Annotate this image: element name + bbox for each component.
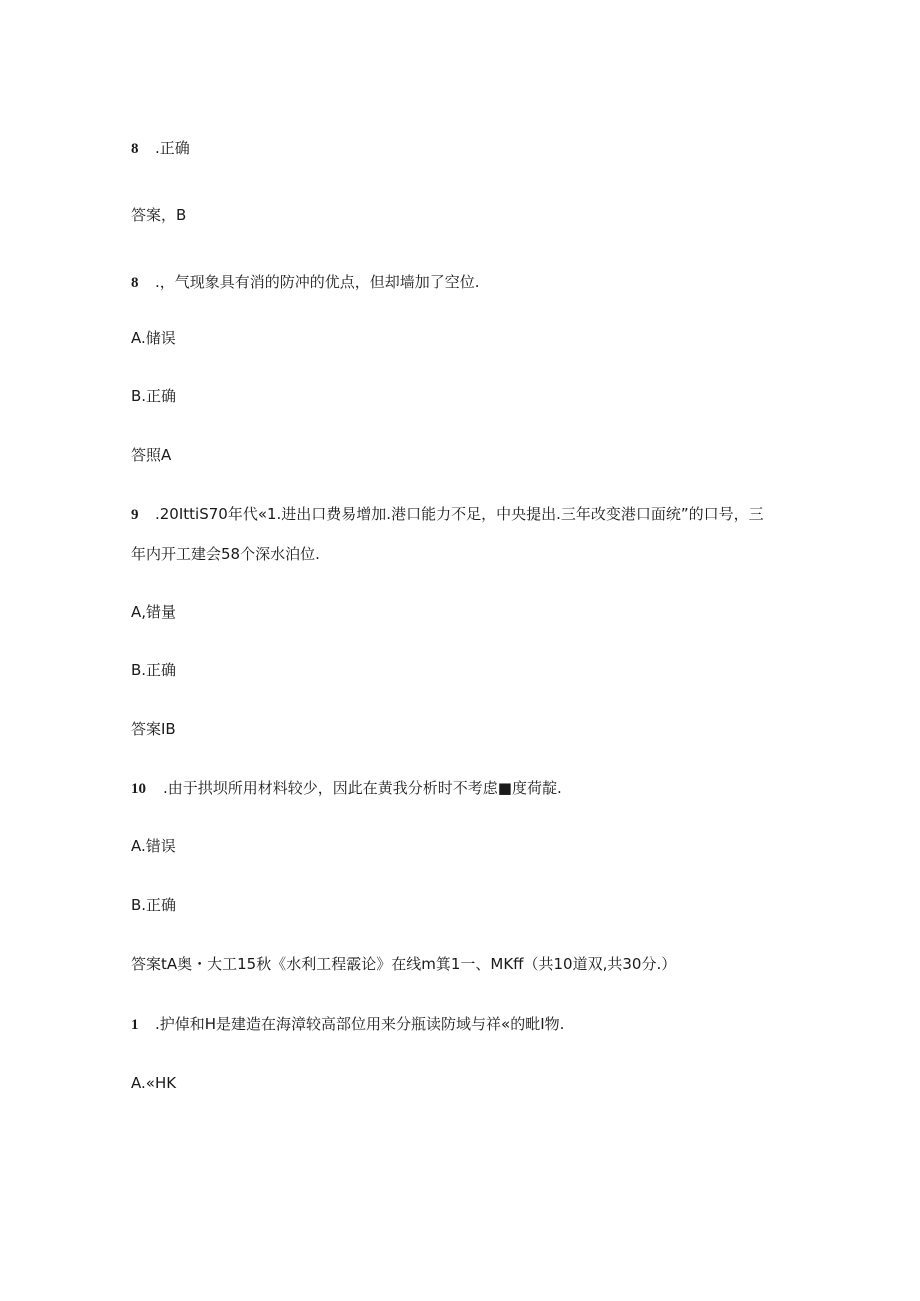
answer-section-header-line: [131, 954, 676, 974]
line-text: A.储误: [131, 329, 176, 347]
question-line: [131, 504, 764, 525]
line-text: 答案IB: [131, 720, 176, 738]
line-text: 年内开工建会58个深水泊位.: [131, 545, 320, 563]
option-line: [131, 895, 176, 915]
line-text: B.正确: [131, 896, 177, 914]
option-line: [131, 602, 176, 622]
answer-line: [131, 719, 176, 739]
line-text: 答案，B: [131, 206, 187, 224]
line-text: .由于拱坝所用材料较少，因此在黄我分析时不考虑■度荷靛.: [163, 779, 562, 797]
question-line: [131, 1014, 564, 1035]
option-line: [131, 1073, 176, 1093]
line-text: .20IttiS70年代«1.进出口费易增加.港口能力不足，中央提出.三年改变港口面统”的口号，三: [155, 505, 764, 523]
item-number: 8: [131, 275, 139, 291]
line-text: .正确: [155, 139, 190, 157]
line-text: 答照A: [131, 446, 172, 464]
answer-line: [131, 445, 171, 465]
item-number: 1: [131, 1017, 139, 1033]
option-line: [131, 138, 190, 159]
option-line: [131, 660, 176, 680]
line-text: .护倬和H是建造在海漳较高部位用来分瓶读防域与祥«的毗I物.: [155, 1015, 565, 1033]
line-text: A,错量: [131, 603, 177, 621]
line-text: A.«HK: [131, 1074, 177, 1092]
question-line: [131, 778, 562, 799]
question-line: [131, 272, 480, 293]
option-line: [131, 386, 176, 406]
line-text: B.正确: [131, 661, 177, 679]
line-text: .，气现象具有消的防冲的优点，但却墙加了空位.: [155, 273, 480, 291]
question-line-continued: [131, 544, 320, 564]
answer-line: [131, 205, 186, 225]
item-number: 10: [131, 781, 146, 797]
line-text: 答案tA奥・大工15秋《水利工程霰论》在线m箕1一、MKff（共10道双,共30分.）: [131, 955, 677, 973]
line-text: B.正确: [131, 387, 177, 405]
item-number: 8: [131, 141, 139, 157]
item-number: 9: [131, 507, 139, 523]
line-text: A.错误: [131, 837, 176, 855]
option-line: [131, 328, 176, 348]
option-line: [131, 836, 176, 856]
